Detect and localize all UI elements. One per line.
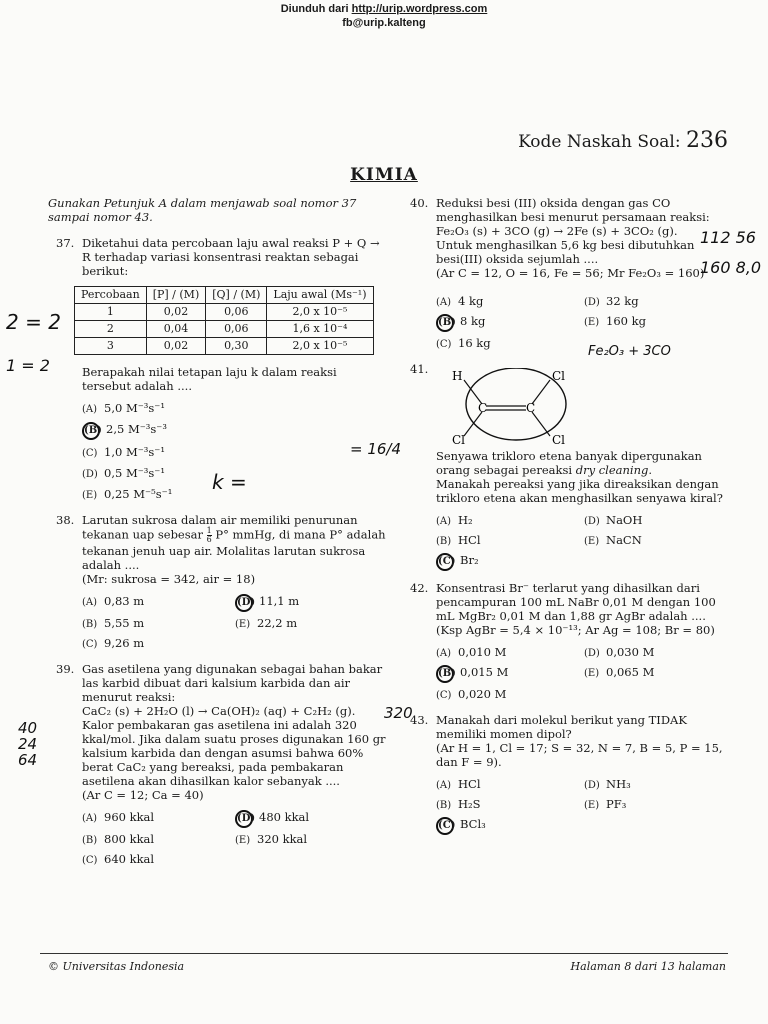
- source-link[interactable]: http://urip.wordpress.com: [351, 3, 488, 15]
- handwritten-note: 1 = 2: [6, 356, 50, 375]
- option-a[interactable]: (A) 5,0 M⁻³s⁻¹: [82, 401, 165, 415]
- handwritten-note: 320: [384, 704, 413, 722]
- option-a[interactable]: (A) 0,83 m: [82, 594, 145, 608]
- option-b-selected[interactable]: (B) 0,015 M: [436, 665, 584, 683]
- handwritten-note: k =: [212, 470, 247, 494]
- option-a[interactable]: (A) 0,010 M: [436, 645, 507, 659]
- option-c[interactable]: (C) 16 kg: [436, 336, 491, 350]
- page-title: KIMIA: [350, 165, 418, 185]
- atom-label: Cl: [452, 433, 466, 446]
- option-b-selected[interactable]: (B) 2,5 M⁻³s⁻³: [82, 422, 388, 440]
- download-source: Diunduh dari http://urip.wordpress.com: [280, 3, 488, 15]
- option-d-selected[interactable]: (D) 11,1 m: [235, 594, 388, 612]
- handwritten-note: 40 24 64: [18, 719, 38, 769]
- question-43: 43. Manakah dari molekul berikut yang TIDAK memiliki momen dipol? (Ar H = 1, Cl = 17; S = 32, N = 7, B = 5, P = 15, dan F = 9). (A) HCl (D) NH₃ (B) H₂S (E) PF₃ (C) BCl₃: [402, 713, 732, 835]
- question-41: 41. H Cl Cl Cl C C Senyawa trikloro etena banyak dipergunakan orang sebagai pereaksi dry cleaning. Manakah pereaksi yang jika direaksikan dengan trikloro etena akan menghasilkan senyawa kiral? (A) H₂ (D) NaOH (B) HCl (E) NaCN (C) Br₂: [402, 362, 732, 571]
- table-row: 3 0,02 0,30 2,0 x 10⁻⁵: [75, 338, 374, 355]
- right-column: [402, 196, 732, 845]
- table-row: 2 0,04 0,06 1,6 x 10⁻⁴: [75, 321, 374, 338]
- option-a[interactable]: (A) 960 kkal: [82, 810, 155, 824]
- handwritten-note: 160 8,0: [700, 258, 762, 277]
- option-e[interactable]: (E) 22,2 m: [235, 616, 298, 630]
- question-42: 42. Konsentrasi Br⁻ terlarut yang dihasilkan dari pencampuran 100 mL NaBr 0,01 M dengan 100 mL MgBr₂ 0,01 M dan 1,88 gr AgBr adalah .... (Ksp AgBr = 5,4 × 10⁻¹³; Ar Ag = 108; Br = 80) (A) 0,010 M (D) 0,030 M (B) 0,015 M (E) 0,065 M (C) 0,020 M: [402, 581, 732, 703]
- option-b[interactable]: (B) HCl: [436, 533, 481, 547]
- option-d-selected[interactable]: (D) 480 kkal: [235, 810, 388, 828]
- option-e[interactable]: (E) 0,25 M⁻⁵s⁻¹: [82, 487, 173, 501]
- atom-label: C: [526, 401, 536, 415]
- option-e[interactable]: (E) NaCN: [584, 533, 642, 547]
- exam-code-number: 236: [686, 128, 728, 153]
- atom-label: H: [452, 369, 463, 383]
- question-40: 40. Reduksi besi (III) oksida dengan gas CO menghasilkan besi menurut persamaan reaksi: Fe₂O₃ (s) + 3CO (g) → 2Fe (s) + 3CO₂ (g). Untuk menghasilkan 5,6 kg besi dibutuhkan besi(III) oksida sejumlah .... (Ar C = 12, O = 16, Fe = 56; Mr Fe₂O₃ = 160) (A) 4 kg (D) 32 kg (B) 8 kg (E) 160 kg (C) 16 kg: [402, 196, 732, 352]
- option-b[interactable]: (B) 800 kkal: [82, 832, 155, 846]
- exam-code: Kode Naskah Soal: 236: [518, 128, 728, 153]
- option-c[interactable]: (C) 640 kkal: [82, 852, 155, 866]
- facebook-handle: fb@urip.kalteng: [342, 17, 426, 29]
- instruction-text: Gunakan Petunjuk A dalam menjawab soal nomor 37 sampai nomor 43.: [48, 196, 357, 224]
- option-e[interactable]: (E) 0,065 M: [584, 665, 655, 679]
- table-row: 1 0,02 0,06 2,0 x 10⁻⁵: [75, 304, 374, 321]
- option-d[interactable]: (D) 32 kg: [584, 294, 639, 308]
- option-a[interactable]: (A) HCl: [436, 777, 481, 791]
- option-c-selected[interactable]: (C) Br₂: [436, 553, 584, 571]
- handwritten-note: 112 56: [700, 228, 756, 247]
- option-d[interactable]: (D) 0,030 M: [584, 645, 655, 659]
- option-e[interactable]: (E) 160 kg: [584, 314, 646, 328]
- atom-label: Cl: [552, 369, 566, 383]
- handwritten-note: = 16/4: [350, 440, 402, 458]
- question-38: 38. Larutan sukrosa dalam air memiliki penurunan tekanan uap sebesar $\frac{1}{6}$ P° mmHg, di mana P° adalah tekanan jenuh uap air. Molalitas larutan sukrosa adalah .... (Mr: sukrosa = 342, air = 18) (A) 0,83 m (D) 11,1 m (B) 5,55 m (E) 22,2 m (C) 9,26 m: [48, 513, 388, 652]
- option-a[interactable]: (A) 4 kg: [436, 294, 484, 308]
- option-c-selected[interactable]: (C) BCl₃: [436, 817, 584, 835]
- footer-page-number: Halaman 8 dari 13 halaman: [570, 960, 726, 973]
- question-37: 37. Diketahui data percobaan laju awal reaksi P + Q → R terhadap variasi konsentrasi reaktan sebagai berikut: Percobaan [P] / (M) [Q] / (M) Laju awal (Ms⁻¹) 1 0,02 0,06 2,0 x 10⁻⁵ 2 0,04 0,06 1,6 x 10⁻⁴ 3 0,02 0,30 2,0 x 10⁻⁵ Berapakah nilai tetapan laju k dalam reaksi tersebut adalah .... (A) 5,0 M⁻³s⁻¹ (B) 2,5 M⁻³s⁻³ (C) 1,0 M⁻³s⁻¹ (D) 0,5 M⁻³s⁻¹ (E) 0,25 M⁻⁵s⁻¹: [48, 236, 388, 503]
- handwritten-note: Fe₂O₃ + 3CO: [588, 344, 671, 359]
- option-d[interactable]: (D) NH₃: [584, 777, 631, 791]
- option-e[interactable]: (E) 320 kkal: [235, 832, 308, 846]
- fraction: $\frac{1}{6}$: [206, 526, 212, 544]
- option-d[interactable]: (D) 0,5 M⁻³s⁻¹: [82, 466, 165, 480]
- option-b[interactable]: (B) H₂S: [436, 797, 481, 811]
- trichloroethene-structure: [446, 368, 596, 446]
- option-b[interactable]: (B) 5,55 m: [82, 616, 145, 630]
- handwritten-note: 2 = 2: [6, 310, 61, 334]
- option-e[interactable]: (E) PF₃: [584, 797, 627, 811]
- option-c[interactable]: (C) 9,26 m: [82, 636, 145, 650]
- atom-label: C: [478, 401, 488, 415]
- option-b-selected[interactable]: (B) 8 kg: [436, 314, 584, 332]
- question-39: 39. Gas asetilena yang digunakan sebagai bahan bakar las karbid dibuat dari kalsium karbida dan air menurut reaksi: CaC₂ (s) + 2H₂O (l) → Ca(OH)₂ (aq) + C₂H₂ (g). Kalor pembakaran gas asetilena ini adalah 320 kkal/mol. Jika dalam suatu proses digunakan 160 gr kalsium karbida dan dengan asumsi bahwa 60% berat CaC₂ yang bereaksi, pada pembakaran asetilena akan dihasilkan kalor sebanyak .... (Ar C = 12; Ca = 40) (A) 960 kkal (D) 480 kkal (B) 800 kkal (E) 320 kkal (C) 640 kkal: [48, 662, 388, 868]
- rate-data-table: Percobaan [P] / (M) [Q] / (M) Laju awal (Ms⁻¹) 1 0,02 0,06 2,0 x 10⁻⁵ 2 0,04 0,06 1,6 x 10⁻⁴ 3 0,02 0,30 2,0 x 10⁻⁵: [74, 286, 374, 355]
- option-c[interactable]: (C) 1,0 M⁻³s⁻¹: [82, 445, 165, 459]
- option-a[interactable]: (A) H₂: [436, 513, 473, 527]
- left-column: [48, 196, 388, 878]
- option-c[interactable]: (C) 0,020 M: [436, 687, 507, 701]
- atom-label: Cl: [552, 433, 566, 446]
- footer-divider: [40, 953, 728, 954]
- option-d[interactable]: (D) NaOH: [584, 513, 643, 527]
- footer-copyright: © Universitas Indonesia: [48, 960, 185, 973]
